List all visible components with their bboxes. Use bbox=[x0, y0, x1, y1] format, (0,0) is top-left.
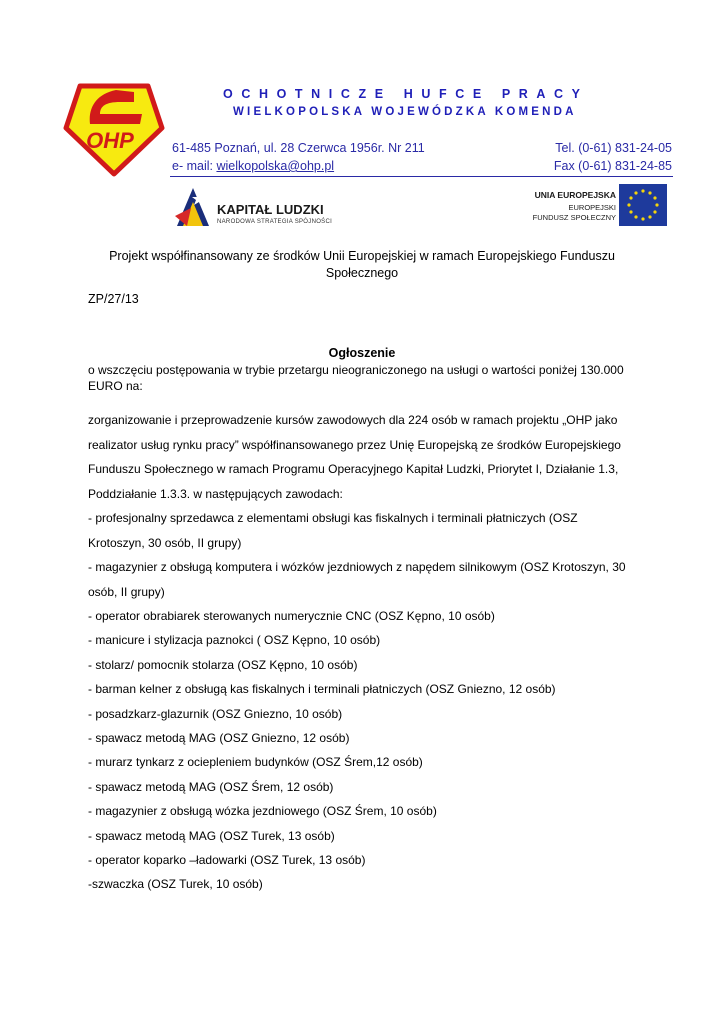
intro-line2: EURO na: bbox=[88, 379, 143, 393]
email-line bbox=[172, 159, 334, 173]
email-label: e- mail: bbox=[172, 159, 217, 173]
list-item: - spawacz metodą MAG (OSZ Gniezno, 12 osób) bbox=[88, 730, 350, 745]
list-item: - operator obrabiarek sterowanych numerycznie CNC (OSZ Kępno, 10 osób) bbox=[88, 609, 495, 623]
announcement-heading: Ogłoszenie bbox=[328, 346, 396, 360]
eu-line1: EUROPEJSKI bbox=[568, 203, 616, 212]
body-line: Poddziałanie 1.3.3. w następujących zawodach: bbox=[88, 486, 343, 501]
kapital-ludzki-title: KAPITAŁ LUDZKI bbox=[217, 202, 324, 217]
fax: Fax (0-61) 831-24-85 bbox=[553, 159, 672, 173]
header-divider bbox=[170, 176, 673, 177]
body-line: zorganizowanie i przeprowadzenie kursów zawodowych dla 224 osób w ramach projektu „OHP jako bbox=[88, 413, 618, 427]
list-item: - stolarz/ pomocnik stolarza (OSZ Kępno, 10 osób) bbox=[88, 657, 358, 672]
list-item: - murarz tynkarz z ociepleniem budynków (OSZ Śrem,12 osób) bbox=[88, 755, 423, 770]
body-line: - profesjonalny sprzedawca z elementami obsługi kas fiskalnych i terminali płatniczych (OSZ bbox=[88, 511, 578, 525]
eu-flag-icon bbox=[619, 184, 667, 226]
org-name: OCHOTNICZE HUFCE PRACY bbox=[223, 87, 589, 101]
body-line: realizator usług rynku pracy” współfinansowanego przez Unię Europejską ze środków Europejskiego bbox=[88, 437, 621, 452]
body-line: osób, II grupy) bbox=[88, 584, 165, 599]
body-line: Krotoszyn, 30 osób, II grupy) bbox=[88, 535, 242, 550]
email-link[interactable]: wielkopolska@ohp.pl bbox=[216, 159, 335, 173]
list-item: - operator koparko –ładowarki (OSZ Turek, 13 osób) bbox=[88, 852, 366, 867]
eu-line2: FUNDUSZ SPOŁECZNY bbox=[532, 213, 616, 222]
list-item: - spawacz metodą MAG (OSZ Turek, 13 osób) bbox=[88, 828, 335, 843]
list-item: - magazynier z obsługą wózka jezdniowego (OSZ Śrem, 10 osób) bbox=[88, 804, 437, 819]
list-item: - manicure i stylizacja paznokci ( OSZ Kępno, 10 osób) bbox=[88, 633, 381, 648]
kapital-ludzki-subtitle: NARODOWA STRATEGIA SPÓJNOŚCI bbox=[217, 219, 333, 225]
body-line: - magazynier z obsługą komputera i wózków jezdniowych z napędem silnikowym (OSZ Krotoszyn, 30 bbox=[88, 560, 626, 574]
intro-line1: o wszczęciu postępowania w trybie przetargu nieograniczonego na usługi o wartości poniżej 130.000 bbox=[88, 363, 624, 377]
project-line1: Projekt współfinansowany ze środków Unii Europejskiej w ramach Europejskiego Funduszu bbox=[109, 249, 615, 263]
list-item: - posadzkarz-glazurnik (OSZ Gniezno, 10 osób) bbox=[88, 706, 343, 721]
list-item: - spawacz metodą MAG (OSZ Śrem, 12 osób) bbox=[88, 779, 334, 794]
ohp-logo bbox=[60, 80, 168, 178]
reference-number: ZP/27/13 bbox=[88, 292, 139, 306]
org-subtitle: WIELKOPOLSKA WOJEWÓDZKA KOMENDA bbox=[233, 106, 577, 118]
list-item: - barman kelner z obsługą kas fiskalnych i terminali płatniczych (OSZ Gniezno, 12 osób) bbox=[88, 682, 556, 697]
address: 61-485 Poznań, ul. 28 Czerwca 1956r. Nr 211 bbox=[172, 141, 425, 155]
body-line: Funduszu Społecznego w ramach Programu Operacyjnego Kapitał Ludzki, Priorytet I, Działanie 1.3, bbox=[88, 462, 619, 476]
project-line2: Społecznego bbox=[325, 266, 399, 280]
eu-title: UNIA EUROPEJSKA bbox=[534, 190, 616, 200]
ohp-logo-text: OHP bbox=[86, 128, 134, 153]
body-paragraph bbox=[88, 408, 648, 604]
occupation-list bbox=[88, 604, 648, 897]
kapital-ludzki-logo bbox=[173, 186, 213, 228]
list-item: -szwaczka (OSZ Turek, 10 osób) bbox=[88, 877, 263, 892]
phone: Tel. (0-61) 831-24-05 bbox=[555, 141, 672, 155]
